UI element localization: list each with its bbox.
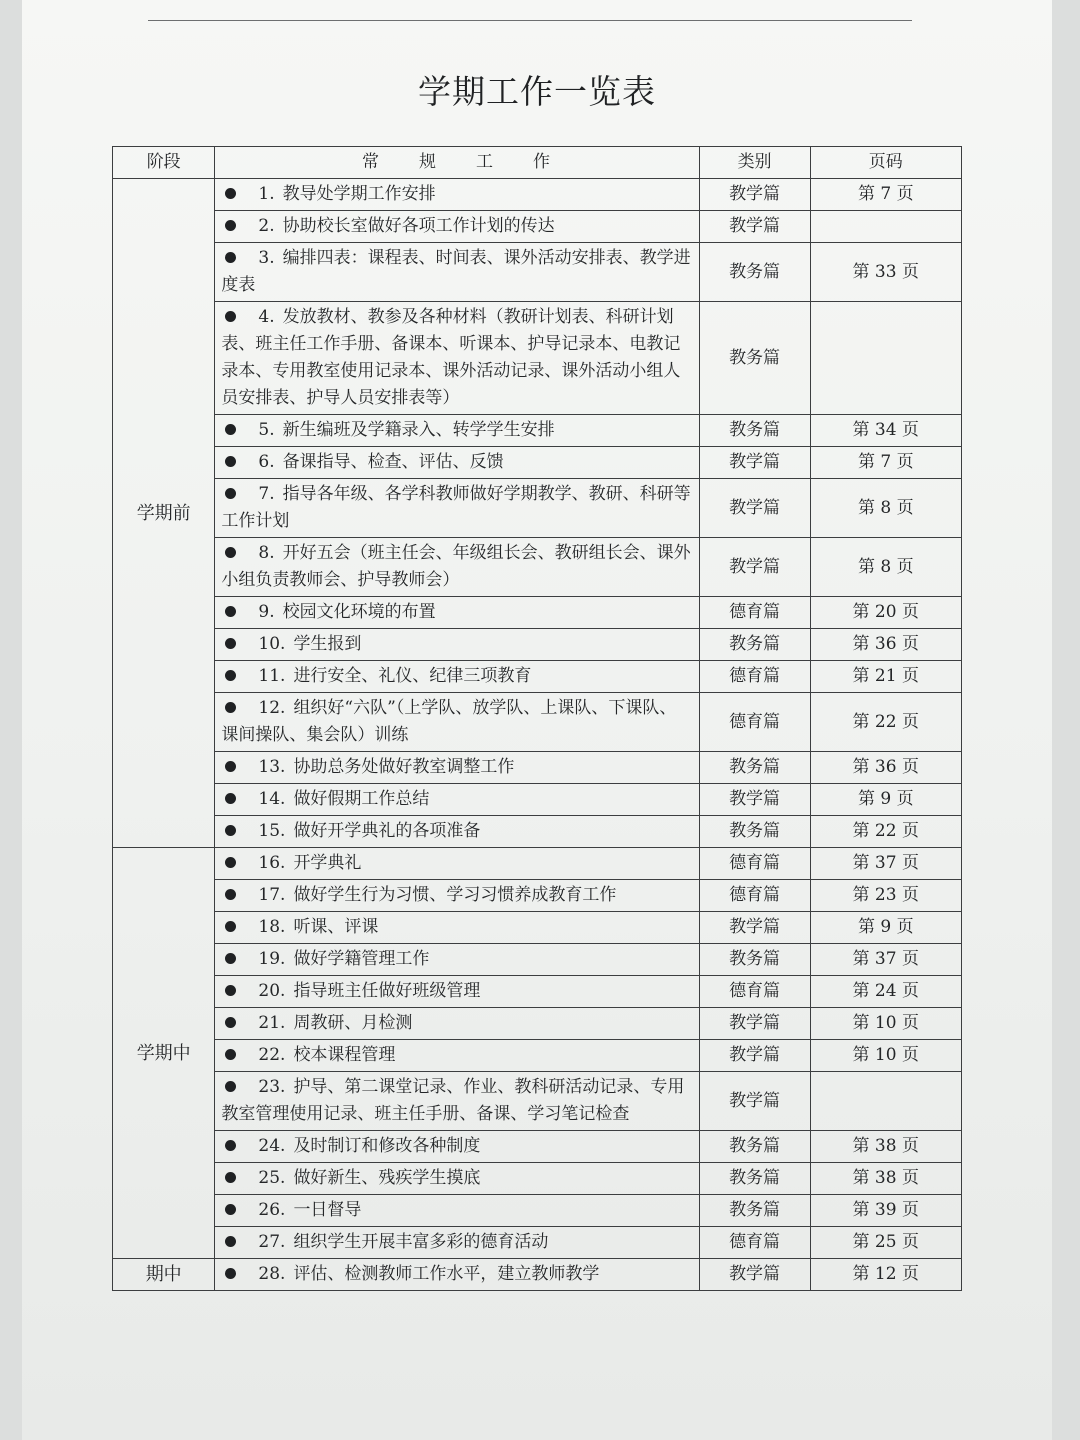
category-cell: 德育篇 — [699, 976, 810, 1008]
page-cell: 第 20 页 — [810, 597, 961, 629]
item-text: 指导各年级、各学科教师做好学期教学、教研、科研等工作计划 — [221, 484, 691, 531]
stage-cell: 学期前 — [113, 179, 215, 848]
item-number: 1. — [258, 184, 275, 204]
bullet-icon — [225, 456, 236, 467]
bullet-icon — [225, 702, 236, 713]
bullet-icon — [225, 606, 236, 617]
item-text: 学生报到 — [293, 634, 362, 654]
item-number: 7. — [258, 484, 275, 504]
item-text: 校本课程管理 — [293, 1045, 396, 1065]
item-number: 21. — [258, 1013, 286, 1033]
work-item-cell — [215, 415, 699, 447]
header-category: 类别 — [699, 147, 810, 179]
table-row — [113, 693, 962, 752]
work-item-cell — [215, 302, 699, 415]
table-row — [113, 479, 962, 538]
page-cell: 第 8 页 — [810, 538, 961, 597]
item-text: 护导、第二课堂记录、作业、教科研活动记录、专用教室管理使用记录、班主任手册、备课、学习笔记检查 — [221, 1077, 685, 1124]
work-item-cell — [215, 629, 699, 661]
category-cell: 德育篇 — [699, 1227, 810, 1259]
table-row — [113, 597, 962, 629]
table-row — [113, 1131, 962, 1163]
page-cell: 第 33 页 — [810, 243, 961, 302]
bullet-icon — [225, 1236, 236, 1247]
page-cell: 第 9 页 — [810, 784, 961, 816]
table-row — [113, 211, 962, 243]
work-item-cell — [215, 752, 699, 784]
bullet-icon — [225, 188, 236, 199]
table-row — [113, 243, 962, 302]
category-cell: 教务篇 — [699, 1195, 810, 1227]
table-row — [113, 912, 962, 944]
item-text: 周教研、月检测 — [293, 1013, 413, 1033]
item-number: 28. — [258, 1264, 286, 1284]
bullet-icon — [225, 985, 236, 996]
item-number: 22. — [258, 1045, 286, 1065]
page-cell: 第 8 页 — [810, 479, 961, 538]
bullet-icon — [225, 825, 236, 836]
page-cell: 第 37 页 — [810, 848, 961, 880]
work-item-cell — [215, 1163, 699, 1195]
work-item-cell — [215, 211, 699, 243]
item-number: 10. — [258, 634, 286, 654]
item-number: 9. — [258, 602, 275, 622]
work-item-cell — [215, 784, 699, 816]
item-number: 4. — [258, 307, 275, 327]
item-number: 8. — [258, 543, 275, 563]
bullet-icon — [225, 793, 236, 804]
work-item-cell — [215, 447, 699, 479]
work-item-cell — [215, 693, 699, 752]
stage-cell: 学期中 — [113, 848, 215, 1259]
item-text: 做好开学典礼的各项准备 — [293, 821, 481, 841]
category-cell: 德育篇 — [699, 880, 810, 912]
item-text: 组织好“六队”（上学队、放学队、上课队、下课队、课间操队、集会队）训练 — [221, 698, 677, 745]
bullet-icon — [225, 670, 236, 681]
bullet-icon — [225, 761, 236, 772]
category-cell: 教学篇 — [699, 538, 810, 597]
table-row — [113, 1163, 962, 1195]
work-item-cell — [215, 243, 699, 302]
header-page: 页码 — [810, 147, 961, 179]
item-number: 26. — [258, 1200, 286, 1220]
category-cell: 教学篇 — [699, 784, 810, 816]
work-item-cell — [215, 848, 699, 880]
table-row — [113, 1195, 962, 1227]
item-number: 15. — [258, 821, 286, 841]
bullet-icon — [225, 311, 236, 322]
item-text: 校园文化环境的布置 — [282, 602, 436, 622]
table-row — [113, 1008, 962, 1040]
item-number: 5. — [258, 420, 275, 440]
table-row — [113, 661, 962, 693]
item-text: 做好假期工作总结 — [293, 789, 430, 809]
page-cell: 第 24 页 — [810, 976, 961, 1008]
item-text: 协助校长室做好各项工作计划的传达 — [282, 216, 555, 236]
category-cell: 德育篇 — [699, 597, 810, 629]
paper-sheet — [22, 0, 1052, 1440]
bullet-icon — [225, 1172, 236, 1183]
page-cell: 第 38 页 — [810, 1163, 961, 1195]
category-cell: 教学篇 — [699, 1040, 810, 1072]
item-number: 23. — [258, 1077, 286, 1097]
item-text: 编排四表：课程表、时间表、课外活动安排表、教学进度表 — [221, 248, 691, 295]
category-cell: 德育篇 — [699, 848, 810, 880]
work-item-cell — [215, 880, 699, 912]
item-number: 18. — [258, 917, 286, 937]
item-text: 教导处学期工作安排 — [282, 184, 436, 204]
category-cell: 教务篇 — [699, 415, 810, 447]
table-row — [113, 880, 962, 912]
bullet-icon — [225, 488, 236, 499]
work-item-cell — [215, 944, 699, 976]
bullet-icon — [225, 953, 236, 964]
table-row — [113, 1227, 962, 1259]
page-cell: 第 37 页 — [810, 944, 961, 976]
item-text: 协助总务处做好教室调整工作 — [293, 757, 515, 777]
table-row — [113, 1040, 962, 1072]
work-item-cell — [215, 538, 699, 597]
work-item-cell — [215, 816, 699, 848]
header-stage: 阶段 — [113, 147, 215, 179]
page-cell: 第 12 页 — [810, 1259, 961, 1291]
item-number: 17. — [258, 885, 286, 905]
work-item-cell — [215, 912, 699, 944]
table-header-row — [113, 147, 962, 179]
table-row — [113, 976, 962, 1008]
category-cell: 教务篇 — [699, 243, 810, 302]
page-cell: 第 23 页 — [810, 880, 961, 912]
bullet-icon — [225, 638, 236, 649]
table-row — [113, 447, 962, 479]
item-number: 3. — [258, 248, 275, 268]
item-text: 备课指导、检查、评估、反馈 — [282, 452, 504, 472]
item-text: 发放教材、教参及各种材料（教研计划表、科研计划表、班主任工作手册、备课本、听课本、护导记录本、电教记录本、专用教室使用记录本、课外活动记录、课外活动小组人员安排表、护导人员安排表等） — [221, 307, 681, 408]
category-cell: 德育篇 — [699, 661, 810, 693]
bullet-icon — [225, 889, 236, 900]
item-text: 指导班主任做好班级管理 — [293, 981, 481, 1001]
category-cell: 教务篇 — [699, 629, 810, 661]
category-cell: 教学篇 — [699, 211, 810, 243]
item-number: 27. — [258, 1232, 286, 1252]
work-item-cell — [215, 661, 699, 693]
table-body — [113, 179, 962, 1291]
category-cell: 教务篇 — [699, 1131, 810, 1163]
item-text: 进行安全、礼仪、纪律三项教育 — [293, 666, 532, 686]
item-text: 开学典礼 — [293, 853, 362, 873]
item-number: 25. — [258, 1168, 286, 1188]
category-cell: 教务篇 — [699, 816, 810, 848]
table-row — [113, 784, 962, 816]
item-number: 13. — [258, 757, 286, 777]
category-cell: 德育篇 — [699, 693, 810, 752]
bullet-icon — [225, 252, 236, 263]
table-row — [113, 816, 962, 848]
item-text: 评估、检测教师工作水平，建立教师教学 — [293, 1264, 600, 1284]
bullet-icon — [225, 547, 236, 558]
page-cell: 第 22 页 — [810, 693, 961, 752]
top-rule — [148, 20, 912, 21]
work-item-cell — [215, 179, 699, 211]
page-cell: 第 25 页 — [810, 1227, 961, 1259]
bullet-icon — [225, 220, 236, 231]
category-cell: 教学篇 — [699, 1259, 810, 1291]
table-row — [113, 1259, 962, 1291]
bullet-icon — [225, 424, 236, 435]
table-row — [113, 415, 962, 447]
category-cell: 教务篇 — [699, 944, 810, 976]
page-cell: 第 36 页 — [810, 752, 961, 784]
bullet-icon — [225, 857, 236, 868]
work-item-cell — [215, 597, 699, 629]
page-cell: 第 7 页 — [810, 179, 961, 211]
page-cell: 第 39 页 — [810, 1195, 961, 1227]
bullet-icon — [225, 1017, 236, 1028]
page-cell: 第 36 页 — [810, 629, 961, 661]
item-text: 组织学生开展丰富多彩的德育活动 — [293, 1232, 549, 1252]
category-cell: 教务篇 — [699, 752, 810, 784]
table-row — [113, 302, 962, 415]
page-cell — [810, 211, 961, 243]
category-cell: 教学篇 — [699, 447, 810, 479]
item-number: 2. — [258, 216, 275, 236]
work-item-cell — [215, 976, 699, 1008]
table-row — [113, 179, 962, 211]
table-row — [113, 1072, 962, 1131]
bullet-icon — [225, 1204, 236, 1215]
stage-cell: 期中 — [113, 1259, 215, 1291]
page-cell: 第 7 页 — [810, 447, 961, 479]
table-row — [113, 629, 962, 661]
page-cell: 第 10 页 — [810, 1008, 961, 1040]
category-cell: 教学篇 — [699, 1072, 810, 1131]
item-number: 19. — [258, 949, 286, 969]
page-cell: 第 38 页 — [810, 1131, 961, 1163]
item-text: 听课、评课 — [293, 917, 379, 937]
work-item-cell — [215, 479, 699, 538]
page-cell: 第 10 页 — [810, 1040, 961, 1072]
item-number: 6. — [258, 452, 275, 472]
page-cell: 第 34 页 — [810, 415, 961, 447]
bullet-icon — [225, 1081, 236, 1092]
bullet-icon — [225, 1268, 236, 1279]
work-schedule-table — [112, 146, 962, 1291]
item-text: 做好学生行为习惯、学习习惯养成教育工作 — [293, 885, 617, 905]
bullet-icon — [225, 1140, 236, 1151]
category-cell: 教务篇 — [699, 302, 810, 415]
item-number: 16. — [258, 853, 286, 873]
item-number: 14. — [258, 789, 286, 809]
item-text: 开好五会（班主任会、年级组长会、教研组长会、课外小组负责教师会、护导教师会） — [221, 543, 691, 590]
item-text: 一日督导 — [293, 1200, 362, 1220]
table-row — [113, 752, 962, 784]
work-item-cell — [215, 1008, 699, 1040]
item-text: 做好新生、残疾学生摸底 — [293, 1168, 481, 1188]
page-cell — [810, 1072, 961, 1131]
item-number: 11. — [258, 666, 286, 686]
item-text: 做好学籍管理工作 — [293, 949, 430, 969]
work-item-cell — [215, 1131, 699, 1163]
category-cell: 教学篇 — [699, 1008, 810, 1040]
page-title: 学期工作一览表 — [418, 72, 656, 111]
work-item-cell — [215, 1040, 699, 1072]
work-item-cell — [215, 1227, 699, 1259]
work-item-cell — [215, 1072, 699, 1131]
table-row — [113, 944, 962, 976]
item-number: 12. — [258, 698, 286, 718]
category-cell: 教学篇 — [699, 179, 810, 211]
item-number: 24. — [258, 1136, 286, 1156]
work-item-cell — [215, 1195, 699, 1227]
table-row — [113, 538, 962, 597]
page-cell — [810, 302, 961, 415]
page-cell: 第 21 页 — [810, 661, 961, 693]
category-cell: 教学篇 — [699, 912, 810, 944]
category-cell: 教学篇 — [699, 479, 810, 538]
header-work: 常 规 工 作 — [215, 147, 699, 179]
page-cell: 第 22 页 — [810, 816, 961, 848]
work-item-cell — [215, 1259, 699, 1291]
item-text: 及时制订和修改各种制度 — [293, 1136, 481, 1156]
bullet-icon — [225, 1049, 236, 1060]
bullet-icon — [225, 921, 236, 932]
page-cell: 第 9 页 — [810, 912, 961, 944]
category-cell: 教务篇 — [699, 1163, 810, 1195]
table-row — [113, 848, 962, 880]
item-number: 20. — [258, 981, 286, 1001]
item-text: 新生编班及学籍录入、转学学生安排 — [282, 420, 555, 440]
